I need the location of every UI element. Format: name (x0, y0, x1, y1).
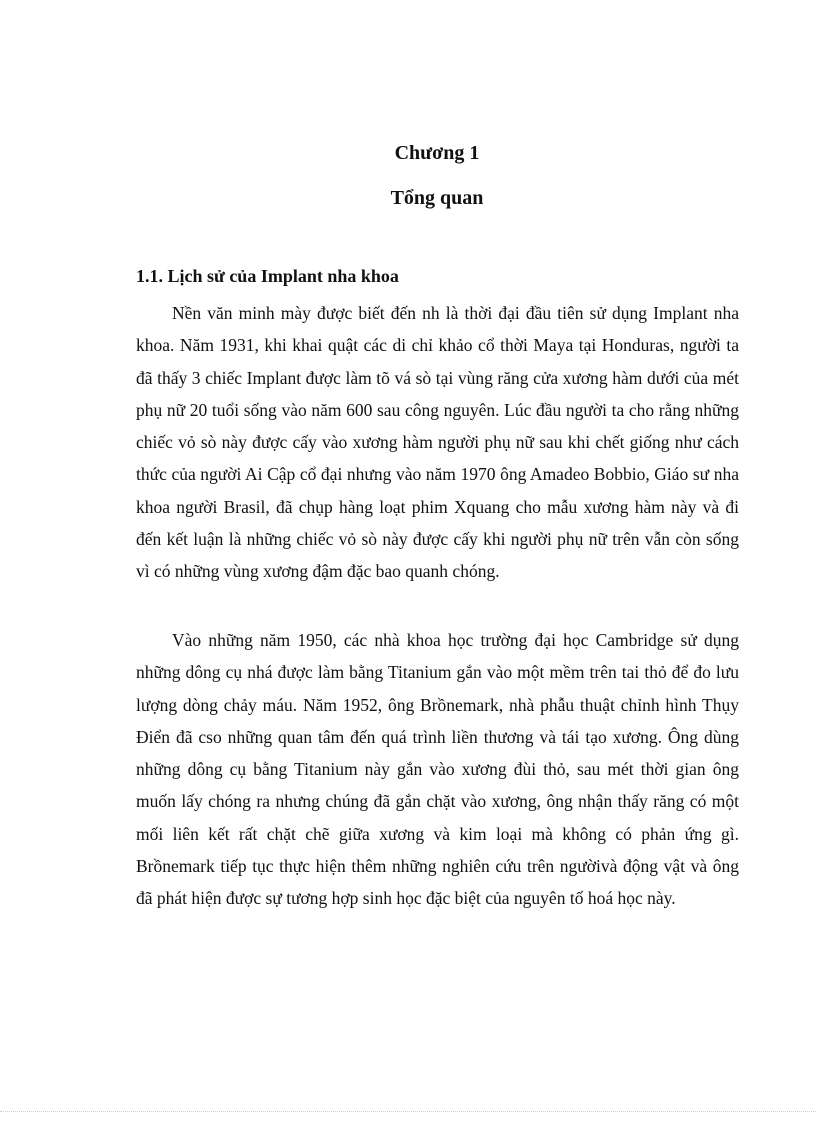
body-paragraph: Vào những năm 1950, các nhà khoa học trường đại học Cambridge sử dụng những dông cụ nhá được làm bằng Titanium gắn vào một mềm trên tai thỏ để đo lưu lượng dòng chảy máu. Năm 1952, ông Brồnemark, nhà phẫu thuật chỉnh hình Thụy Điển đã cso những quan tâm đến quá trình liền thương và tái tạo xương. Ông dùng những dông cụ bằng Titanium này gắn vào xương đùi thỏ, sau mét thời gian ông muốn lấy chóng ra nhưng chúng đã gắn chặt vào xương, ông nhận thấy răng có một mối liên kết rất chặt chẽ giữa xương và kim loại mà không có phản ứng gì. Brồnemark tiếp tục thực hiện thêm những nghiên cứu trên ngườivà động vật và ông đã phát hiện được sự tương hợp sinh học đặc biệt của nguyên tố hoá học này. (136, 630, 739, 909)
chapter-subtitle: Tổng quan (390, 187, 484, 209)
body-paragraph: Nền văn minh mày được biết đến nh là thời đại đầu tiên sử dụng Implant nha khoa. Năm 1931, khi khai quật các di chỉ khảo cổ thời Maya tại Honduras, người ta đã thấy 3 chiếc Implant được làm tõ vá sò tại vùng răng cửa xương hàm dưới của mét phụ nữ 20 tuổi sống vào năm 600 sau công nguyên. Lúc đầu người ta cho rằng những chiếc vỏ sò này được cấy vào xương hàm người phụ nữ sau khi chết giống như cách thức của người Ai Cập cổ đại nhưng vào năm 1970 ông Amadeo Bobbio, Giáo sư nha khoa người Brasil, đã chụp hàng loạt phim Xquang cho mẫu xương hàm này và đi đến kết luận là những chiếc vỏ sò này được cấy khi người phụ nữ trên vẫn còn sống vì có những vùng xương đậm đặc bao quanh chóng. (136, 303, 739, 582)
chapter-title: Chương 1 (394, 142, 480, 164)
page-bottom-rule (0, 1111, 816, 1112)
section-heading: 1.1. Lịch sử của Implant nha khoa (136, 266, 399, 286)
